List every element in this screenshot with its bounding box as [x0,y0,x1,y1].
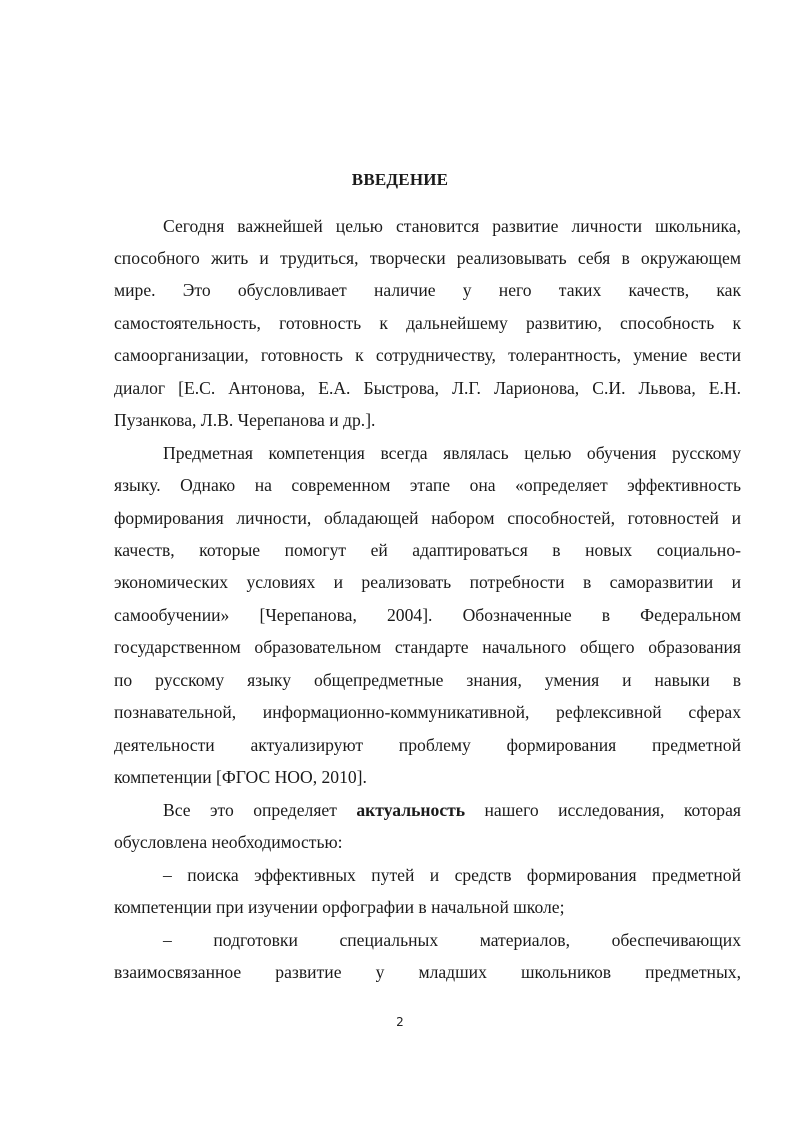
text-line: государственном образовательном стандарте начального общего образования [114,637,741,657]
text-line: обусловлена необходимостью: [114,832,343,852]
text-line: мире. Это обусловливает наличие у него таких качеств, как [114,280,741,300]
text-line: самостоятельность, готовность к дальнейшему развитию, способность к [114,313,741,333]
text-line: познавательной, информационно-коммуникативной, рефлексивной сферах [114,702,741,722]
text-line: способного жить и трудиться, творчески реализовывать себя в окружающем [114,248,741,268]
list-item-line: – поиска эффективных путей и средств формирования предметной [163,865,741,885]
text-line: диалог [Е.С. Антонова, Е.А. Быстрова, Л.Г. Ларионова, С.И. Львова, Е.Н. [114,378,741,398]
text-fragment: нашего исследования, которая [484,800,741,820]
page-title: ВВЕДЕНИЕ [351,170,449,189]
text-line: деятельности актуализируют проблему формирования предметной [114,735,741,755]
text-line: по русскому языку общепредметные знания, умения и навыки в [114,670,741,690]
text-line: Сегодня важнейшей целью становится развитие личности школьника, [163,216,741,236]
text-line: языку. Однако на современном этапе она «определяет эффективность [114,475,741,495]
text-line: самообучении» [Черепанова, 2004]. Обозначенные в Федеральном [114,605,741,625]
text-line: экономических условиях и реализовать потребности в саморазвитии и [114,572,741,592]
text-line: формирования личности, обладающей набором способностей, готовностей и [114,508,741,528]
text-line: Предметная компетенция всегда являлась целью обучения русскому [163,443,741,463]
text-fragment: Все это определяет [163,800,337,820]
text-line: качеств, которые помогут ей адаптироваться в новых социально- [114,540,741,560]
text-line: Пузанкова, Л.В. Черепанова и др.]. [114,410,376,430]
list-item-line: – подготовки специальных материалов, обеспечивающих [163,930,741,950]
emphasis-term: актуальность [356,800,466,820]
list-item-line: взаимосвязанное развитие у младших школьников предметных, [114,962,741,982]
text-line: самоорганизации, готовность к сотрудничеству, толерантность, умение вести [114,345,741,365]
page-number: 2 [396,1015,404,1029]
list-item-line: компетенции при изучении орфографии в начальной школе; [114,897,565,917]
text-line [163,794,741,826]
text-line: компетенции [ФГОС НОО, 2010]. [114,767,367,787]
